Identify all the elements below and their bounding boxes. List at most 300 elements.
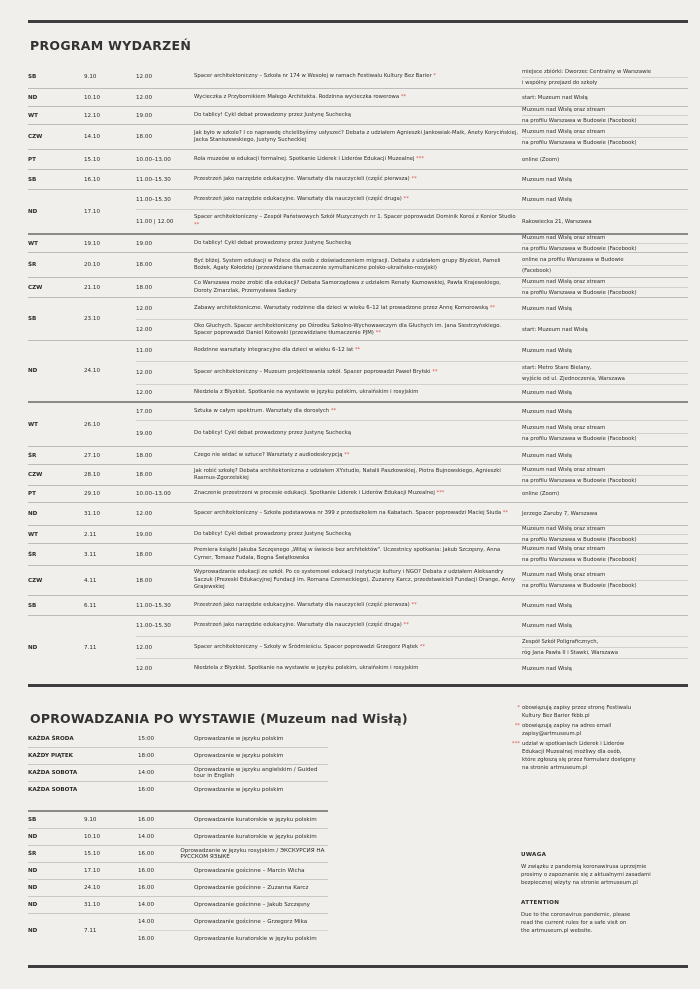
registration-mark: ** [194,221,200,228]
event-description [194,323,522,338]
weekday: ND [28,834,38,840]
event-row [136,190,688,209]
event-description [194,130,522,145]
tour-row [138,930,328,947]
uwaga-line: W związku z pandemią koronawirusa uprzejmie [521,864,647,870]
tour-description: Oprowadzanie w języku angielskim / Guided tour in English [194,767,318,779]
registration-mark: *** [416,155,425,162]
event-location [522,637,688,658]
date: 14.10 [84,134,101,140]
event-title: Rola muzeów w edukacji formalnej. Spotkanie Liderek i Liderów Edukacji Muzealnej [194,155,415,162]
weekday: CZW [28,472,43,478]
location-line: Muzeum nad Wisłą oraz stream [522,425,606,431]
event-time: 18.00 [136,472,153,478]
event-location [522,155,688,165]
event-row [136,616,688,636]
event-row [136,636,688,658]
event-title: Do tablicy! Cykl debat prowadzony przez Justynę Suchecką [194,429,352,436]
tour-row [138,829,328,845]
tour-time: 16.00 [138,868,155,874]
event-row [136,298,688,319]
event-row [136,384,688,401]
event-time: 18.00 [136,452,153,459]
day-group [28,565,688,595]
day-group [28,252,688,277]
event-title: Spacer architektoniczny – Szkoła nr 174 w Wesołej w ramach Festiwalu Kultury Bez Barier [194,73,432,80]
tour-description: Oprowadzanie w języku rosyjskim / ЭКСКУРСИЯ НА РУССКОМ ЯЗЫКЕ [180,848,325,860]
location-line: start: Muzeum nad Wisłą [522,327,588,333]
event-location [522,621,688,631]
weekday: PT [28,156,36,163]
date: 4.11 [84,577,97,584]
event-time: 12.00 [136,327,153,333]
event-title: Spacer architektoniczny – Zespół Państwowych Szkół Muzycznych nr 1. Spacer poprowadzi Dominik Koroś z Konior Studio [194,214,516,221]
event-list [136,190,688,233]
event-title: Czego nie widać w sztuce? Warsztaty z audiodeskrypcją [194,451,343,458]
event-title: Oko Głuchych. Spacer architektoniczny po Ośrodku Szkolno-Wychowawczym dla Głuchych im. Jana Siestrzyńskiego. Spacer poprowadzi Daniel Kotowski (przewidziane tłumaczenie PJM) [194,322,502,336]
event-description [194,240,522,247]
event-list [136,89,688,106]
tour-row [138,897,328,913]
event-list [136,596,688,615]
registration-mark: ** [330,407,337,414]
event-list [136,66,688,88]
program-schedule [28,66,688,679]
event-row [136,596,688,615]
event-row [136,150,688,169]
tour-list [138,914,328,947]
weekly-tour-row [28,747,328,764]
tours-title: OPROWADZANIA PO WYSTAWIE (Muzeum nad Wisłą) [30,711,408,726]
event-location [522,304,688,314]
event-list [136,150,688,169]
tour-time: 16.00 [138,885,155,891]
top-rule [28,20,688,23]
date: 7.11 [84,644,97,651]
day-group [28,595,688,615]
tour-day: KAŻDA SOBOTA [28,787,78,793]
day-group [28,106,688,124]
tour-list [138,829,328,845]
tour-list [138,812,328,828]
event-list [136,544,688,565]
dated-tour-day [28,913,328,947]
event-location [522,127,688,148]
event-location [522,601,688,611]
day-group [28,189,688,233]
location-line: na profilu Warszawa w Budowie (Facebook) [522,554,688,565]
registration-mark: ** [411,601,417,608]
location-line: online (Zoom) [522,491,560,497]
location-line: start: Metro Stare Bielany, [522,364,592,371]
tour-time: 16.00 [138,936,155,942]
weekday: ND [28,868,38,874]
date: 7.11 [84,927,97,934]
event-title: Do tablicy! Cykl debat prowadzony przez Justynę Suchecką [194,530,352,537]
footnote-mark: *** [512,741,520,747]
location-line: Rakowiecka 21, Warszawa [522,218,592,225]
attention-line: the artmuseum.pl website. [521,928,593,934]
uwaga-line: prosimy o zapoznanie się z aktualnymi zasadami [521,872,651,878]
uwaga-title: UWAGA [521,852,547,858]
event-description [194,73,522,80]
tour-day: KAŻDY PIĄTEK [28,753,74,759]
event-list [136,278,688,297]
registration-mark: ** [403,622,409,629]
event-description [194,547,522,562]
dated-tours [28,810,328,947]
tour-description: Oprowadzanie kuratorskie w języku polskim [194,936,317,942]
tour-description: Oprowadzanie kuratorskie w języku polskim [194,817,317,823]
date: 23.10 [84,316,101,322]
registration-mark: ** [432,369,438,376]
event-location [522,255,688,276]
tour-time: 14.00 [138,902,155,908]
footnote-line: które zgłoszą się przez formularz dostępny [522,757,636,763]
registration-mark: ** [419,643,426,650]
registration-mark: ** [489,304,495,311]
footnote-text [522,740,680,772]
registration-mark: ** [400,93,407,100]
event-title: Być bliżej. System edukacji w Polsce dla osób z doświadczeniem migracji. Debata z udziałem grupy Blyzkist, Pameli Bożek, Agaty Kołodziej (przewidziane tłumaczenie symultaniczne polsko-ukraińsko-rosyjski) [194,257,501,271]
location-line: na profilu Warszawa w Budowie (Facebook) [522,287,688,298]
event-description [194,490,522,497]
event-list [136,125,688,149]
event-time: 11.00–15.30 [136,602,171,609]
date: 10.10 [84,834,101,840]
event-description [194,196,522,203]
day-group [28,615,688,679]
location-line: Muzeum nad Wisłą oraz stream [522,107,606,113]
event-location [522,233,688,254]
event-description [194,452,522,459]
event-row [136,447,688,464]
tour-list [138,880,328,896]
event-time: 12.00 [136,511,153,517]
event-row [136,486,688,502]
dated-tour-day [28,862,328,879]
event-row [136,107,688,124]
date: 9.10 [84,74,97,80]
date: 28.10 [84,472,101,478]
date: 29.10 [84,491,101,497]
weekday: SB [28,316,37,322]
weekday: CZW [28,134,43,140]
event-location [522,363,688,384]
location-line: Muzeum nad Wisłą [522,305,572,312]
event-row [136,420,688,446]
event-row [136,341,688,361]
event-time: 19.00 [136,430,153,437]
footnote-mark: ** [514,723,520,729]
event-list [136,170,688,189]
event-title: Znaczenie przestrzeni w procesie edukacji. Spotkanie Liderek i Liderów Edukacji Muzealnej [194,490,435,497]
registration-mark: ** [502,510,509,517]
date: 12.10 [84,112,101,119]
weekly-tour-row [28,731,328,747]
location-line: Muzeum nad Wisłą oraz stream [522,546,606,552]
location-line: wyjście od ul. Zjednoczenia, Warszawa [522,373,688,384]
event-title: Jak robić szkołę? Debata architektoniczna z udziałem XYstudio, Natalii Paszkowskiej, Piotra Bujnowskiego, Agnieszki Rasmus-Zgorzelskiej [194,467,501,481]
location-line: na profilu Warszawa w Budowie (Facebook) [522,433,688,444]
location-line: online na profilu Warszawa w Budowie [522,256,624,263]
tour-row [138,812,328,828]
event-description [194,369,522,376]
event-description [194,258,522,273]
location-line: Muzeum nad Wisłą [522,452,572,459]
dated-tour-day [28,879,328,896]
event-description [194,622,522,629]
footnote-line: udział w spotkaniach Liderek i Liderów [522,741,625,747]
event-list [136,253,688,277]
tour-row [138,846,328,862]
event-row [136,319,688,340]
location-line: Muzeum nad Wisłą [522,390,572,396]
event-time: 11.00–15.30 [136,176,171,183]
event-row [136,125,688,149]
event-title: Spacer architektoniczny – Muzeum projektowania szkół. Spacer poprowadzi Paweł Bryłski [194,369,431,376]
event-location [522,93,688,103]
uwaga-line: bezpiecznej wizyty na stronie artmuseum.pl [521,880,638,886]
day-group [28,485,688,502]
registration-mark: * [433,73,436,80]
date: 3.11 [84,551,97,558]
footnote-text [522,704,680,720]
event-title: Przestrzeń jako narzędzie edukacyjne. Warsztaty dla nauczycieli (część druga) [194,195,402,202]
attention-line: read the current rules for a safe visit on [521,920,627,926]
tour-description: Oprowadzanie gościnne – Zuzanna Karcz [194,885,309,891]
tour-list [138,846,328,862]
event-location [522,388,688,398]
footnote-text [522,722,680,738]
event-row [136,235,688,252]
tour-day: KAŻDA ŚRODA [28,736,74,742]
day-group [28,149,688,169]
event-title: Przestrzeń jako narzędzie edukacyjne. Warsztaty dla nauczycieli (część pierwsza) [194,175,410,182]
day-group [28,525,688,543]
location-line: na profilu Warszawa w Budowie (Facebook) [522,534,688,545]
event-description [194,408,522,415]
location-line: Muzeum nad Wisłą [522,623,572,629]
event-location [522,277,688,298]
weekday: ND [28,94,38,101]
day-group [28,297,688,340]
date: 31.10 [84,511,101,517]
tour-time: 16:00 [138,787,155,793]
event-title: Spacer architektoniczny – Szkoła podstawowa nr 399 z przedszkolem na Kabatach. Spacer poprowadzi Maciej Siuda [194,510,502,517]
program-title: PROGRAM WYDARZEŃ [30,38,192,53]
event-time: 17.00 [136,408,153,415]
uwaga-notice [521,851,681,887]
location-line: Muzeum nad Wisłą [522,408,572,415]
event-row [136,253,688,277]
weekday: ND [28,885,38,891]
event-time: 18.00 [136,551,153,558]
location-line: miejsce zbiórki: Dworzec Centralny w Warszawie [522,68,652,75]
day-group [28,401,688,446]
event-row [136,465,688,485]
weekly-tour-row [28,781,328,798]
weekday: SB [28,817,37,823]
event-title: Przestrzeń jako narzędzie edukacyjne. Warsztaty dla nauczycieli (część druga) [194,622,402,629]
event-list [136,341,688,401]
day-group [28,124,688,149]
tour-time: 14.00 [138,919,155,925]
tour-day: KAŻDA SOBOTA [28,770,78,776]
event-location [522,195,688,205]
tour-description: Oprowadzanie w języku polskim [194,787,284,793]
dated-tour-day [28,845,328,862]
day-group [28,66,688,88]
event-row [136,209,688,233]
footnote [510,704,680,720]
day-group [28,340,688,401]
event-location [522,524,688,545]
event-location [522,217,688,227]
event-location [522,509,688,519]
location-line: róg Jana Pawła II i Stawki, Warszawa [522,647,688,658]
location-line: na profilu Warszawa w Budowie (Facebook) [522,475,688,486]
location-line: Zespół Szkół Poligraficznych, [522,639,599,645]
day-group [28,88,688,106]
date: 26.10 [84,421,101,428]
registration-mark: ** [375,330,381,336]
date: 17.10 [84,208,101,215]
date: 27.10 [84,452,101,459]
bottom-rule [28,965,688,968]
event-time: 12.00 [136,644,153,651]
day-group [28,169,688,189]
event-title: Niedziela z Błyzkist. Spotkanie na wystawie w języku polskim, ukraińskim i rosyjskim [194,389,419,396]
date: 31.10 [84,902,101,908]
date: 17.10 [84,868,101,874]
date: 20.10 [84,262,101,268]
event-location [522,105,688,126]
weekday: ŚR [28,851,37,857]
event-time: 10.00–13.00 [136,156,171,163]
location-line: Jerzego Zaruby 7, Warszawa [522,511,598,517]
location-line: Muzeum nad Wisłą oraz stream [522,572,606,578]
day-group [28,446,688,464]
weekday: WT [28,112,38,119]
event-description [194,389,522,396]
weekday: ND [28,902,38,908]
event-list [136,465,688,485]
day-group [28,464,688,485]
day-group [28,233,688,252]
event-row [136,544,688,565]
weekday: ND [28,644,38,651]
footnote-line: obowiązują zapisy na adres email [522,723,612,729]
event-title: Przestrzeń jako narzędzie edukacyjne. Warsztaty dla nauczycieli (część pierwsza) [194,601,410,608]
tour-description: Oprowadzanie w języku polskim [194,736,284,742]
event-row [136,66,688,88]
event-row [136,658,688,679]
event-location [522,570,688,591]
attention-line: Due to the coronavirus pandemic, please [521,912,631,918]
date: 2.11 [84,531,97,538]
tour-time: 15:00 [138,736,155,742]
location-line: Muzeum nad Wisłą [522,602,572,609]
date: 24.10 [84,368,101,374]
date: 9.10 [84,817,97,823]
event-row [136,503,688,525]
event-title: Zabawy architektoniczne. Warsztaty rodzinne dla dzieci w wieku 6–12 lat prowadzone przez Annę Komorowską [194,304,489,311]
event-description [194,644,522,651]
event-description [194,280,522,295]
event-time: 11.00–15.30 [136,623,171,629]
event-description [194,602,522,609]
event-list [136,298,688,340]
date: 16.10 [84,176,101,183]
event-location [522,465,688,486]
weekday: SB [28,602,37,609]
event-location [522,325,688,335]
event-location [522,489,688,499]
location-line: Muzeum nad Wisłą [522,348,572,354]
weekday: ND [28,927,38,934]
tour-row [138,863,328,879]
event-description [194,176,522,183]
day-group [28,543,688,565]
weekly-tour-row [28,764,328,781]
event-title: Premiera książki Jakuba Szczęsnego „Witaj w świecie bez architektów". Uczestnicy spotkania: Jakub Szczęsny, Anna Cymer, Tomasz Fudala, Bogna Świątkowska [194,547,501,561]
tour-description: Oprowadzanie gościnne – Marcin Wicha [194,868,305,874]
date: 21.10 [84,284,101,291]
event-list [136,616,688,679]
event-description [194,156,522,163]
event-description [194,94,522,101]
tour-time: 14.00 [138,834,155,840]
event-time: 19.00 [136,112,153,119]
date: 24.10 [84,885,101,891]
location-line: Muzeum nad Wisłą oraz stream [522,235,606,241]
event-description [194,305,522,312]
location-line: Muzeum nad Wisłą [522,666,572,672]
location-line: na profilu Warszawa w Budowie (Facebook) [522,243,688,254]
dated-tour-day [28,828,328,845]
location-line: Muzeum nad Wisłą oraz stream [522,466,606,473]
event-description [194,112,522,119]
tour-time: 14:00 [138,770,155,776]
registration-mark: *** [436,490,445,497]
weekday: CZW [28,577,43,584]
dated-tour-day [28,812,328,828]
event-time: 12.00 [136,305,153,312]
event-list [136,235,688,252]
event-list [136,107,688,124]
event-description [194,214,522,229]
event-time: 18.00 [136,262,153,268]
event-title: Niedziela z Błyzkist. Spotkanie na wystawie w języku polskim, ukraińskim i rosyjskim [194,665,419,672]
event-time: 11.00–15.30 [136,196,171,203]
event-row [136,566,688,595]
location-line: na profilu Warszawa w Budowie (Facebook) [522,115,688,126]
event-time: 19.00 [136,531,153,538]
event-description [194,569,522,591]
event-time: 12.00 [136,74,153,80]
event-time: 11.00 | 12.00 [136,218,174,225]
footnote [510,740,680,772]
location-line: Muzeum nad Wisłą oraz stream [522,279,606,285]
tour-description: Oprowadzanie w języku polskim [194,753,284,759]
location-line: Muzeum nad Wisłą oraz stream [522,526,606,532]
weekday: ND [28,511,38,517]
location-line: Muzeum nad Wisłą oraz stream [522,128,606,135]
location-line: online (Zoom) [522,156,560,163]
attention-title: ATTENTION [521,900,560,906]
location-line: Muzeum nad Wisłą [522,196,572,203]
